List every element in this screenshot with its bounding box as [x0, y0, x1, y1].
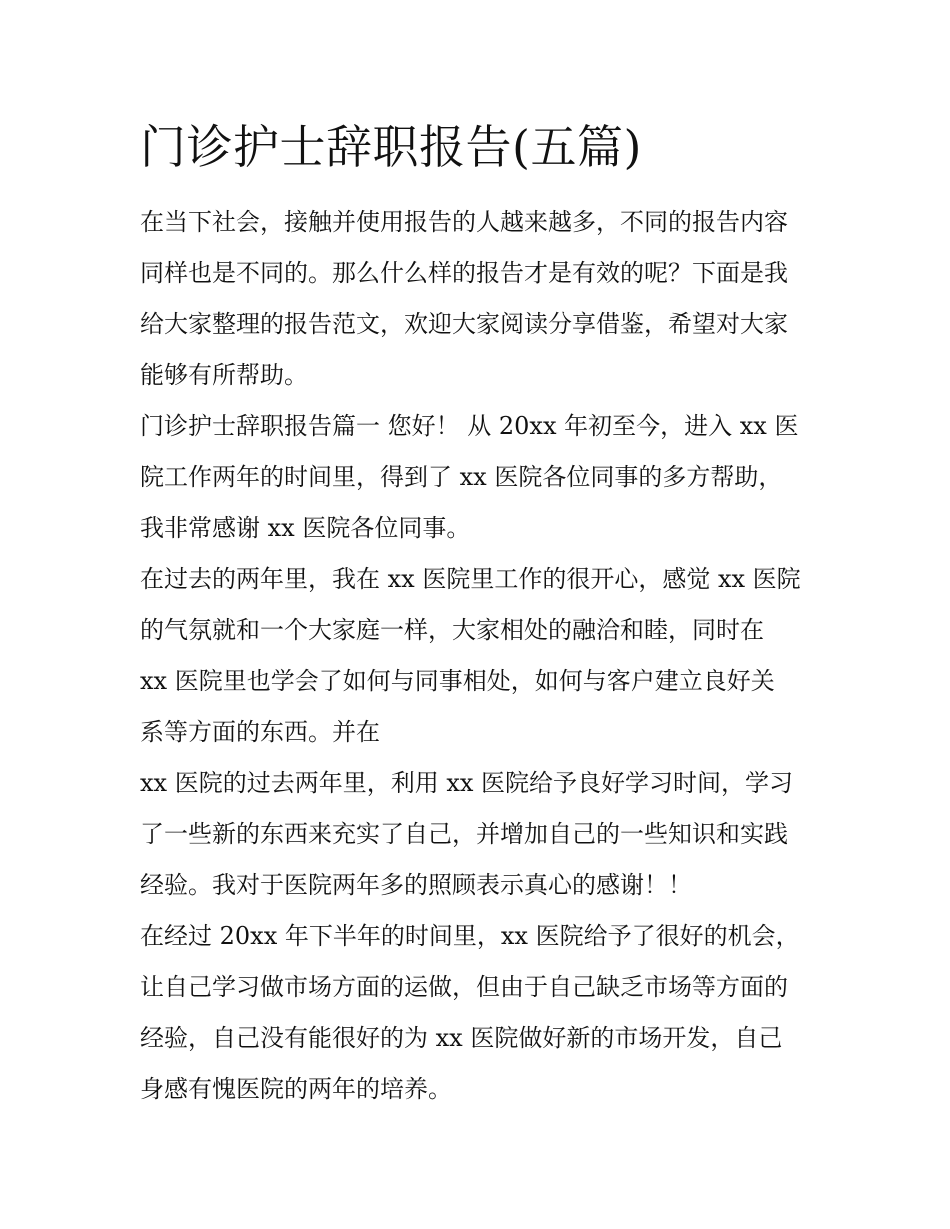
- text-line: 身感有愧医院的两年的培养。: [140, 1075, 452, 1103]
- text-line: 了一些新的东西来充实了自己，并增加自己的一些知识和实践: [140, 820, 788, 848]
- text-line: 给大家整理的报告范文，欢迎大家阅读分享借鉴，希望对大家: [140, 310, 788, 338]
- document-body: [140, 197, 820, 1115]
- text-line: 系等方面的东西。并在: [140, 718, 380, 746]
- text-line: 在经过 20xx 年下半年的时间里，xx 医院给予了很好的机会，: [140, 922, 800, 950]
- text-line: xx 医院里也学会了如何与同事相处，如何与客户建立良好关: [140, 667, 775, 695]
- text-line: 在当下社会，接触并使用报告的人越来越多，不同的报告内容: [140, 208, 788, 236]
- text-line: 能够有所帮助。: [140, 361, 308, 389]
- text-line: 院工作两年的时间里，得到了 xx 医院各位同事的多方帮助，: [140, 463, 783, 491]
- document-title: 门诊护士辞职报告(五篇): [140, 120, 642, 174]
- text-line: 的气氛就和一个大家庭一样，大家相处的融洽和睦，同时在: [140, 616, 764, 644]
- text-line: 经验。我对于医院两年多的照顾表示真心的感谢！！: [140, 871, 692, 899]
- text-line: 我非常感谢 xx 医院各位同事。: [140, 514, 471, 542]
- text-line: 让自己学习做市场方面的运做，但由于自己缺乏市场等方面的: [140, 973, 788, 1001]
- text-line: 经验，自己没有能很好的为 xx 医院做好新的市场开发，自己: [140, 1024, 783, 1052]
- text-line: 门诊护士辞职报告篇一 您好！ 从 20xx 年初至今，进入 xx 医: [140, 412, 799, 440]
- text-line: 在过去的两年里，我在 xx 医院里工作的很开心，感觉 xx 医院: [140, 565, 801, 593]
- text-line: xx 医院的过去两年里，利用 xx 医院给予良好学习时间，学习: [140, 769, 794, 797]
- text-line: 同样也是不同的。那么什么样的报告才是有效的呢？下面是我: [140, 259, 788, 287]
